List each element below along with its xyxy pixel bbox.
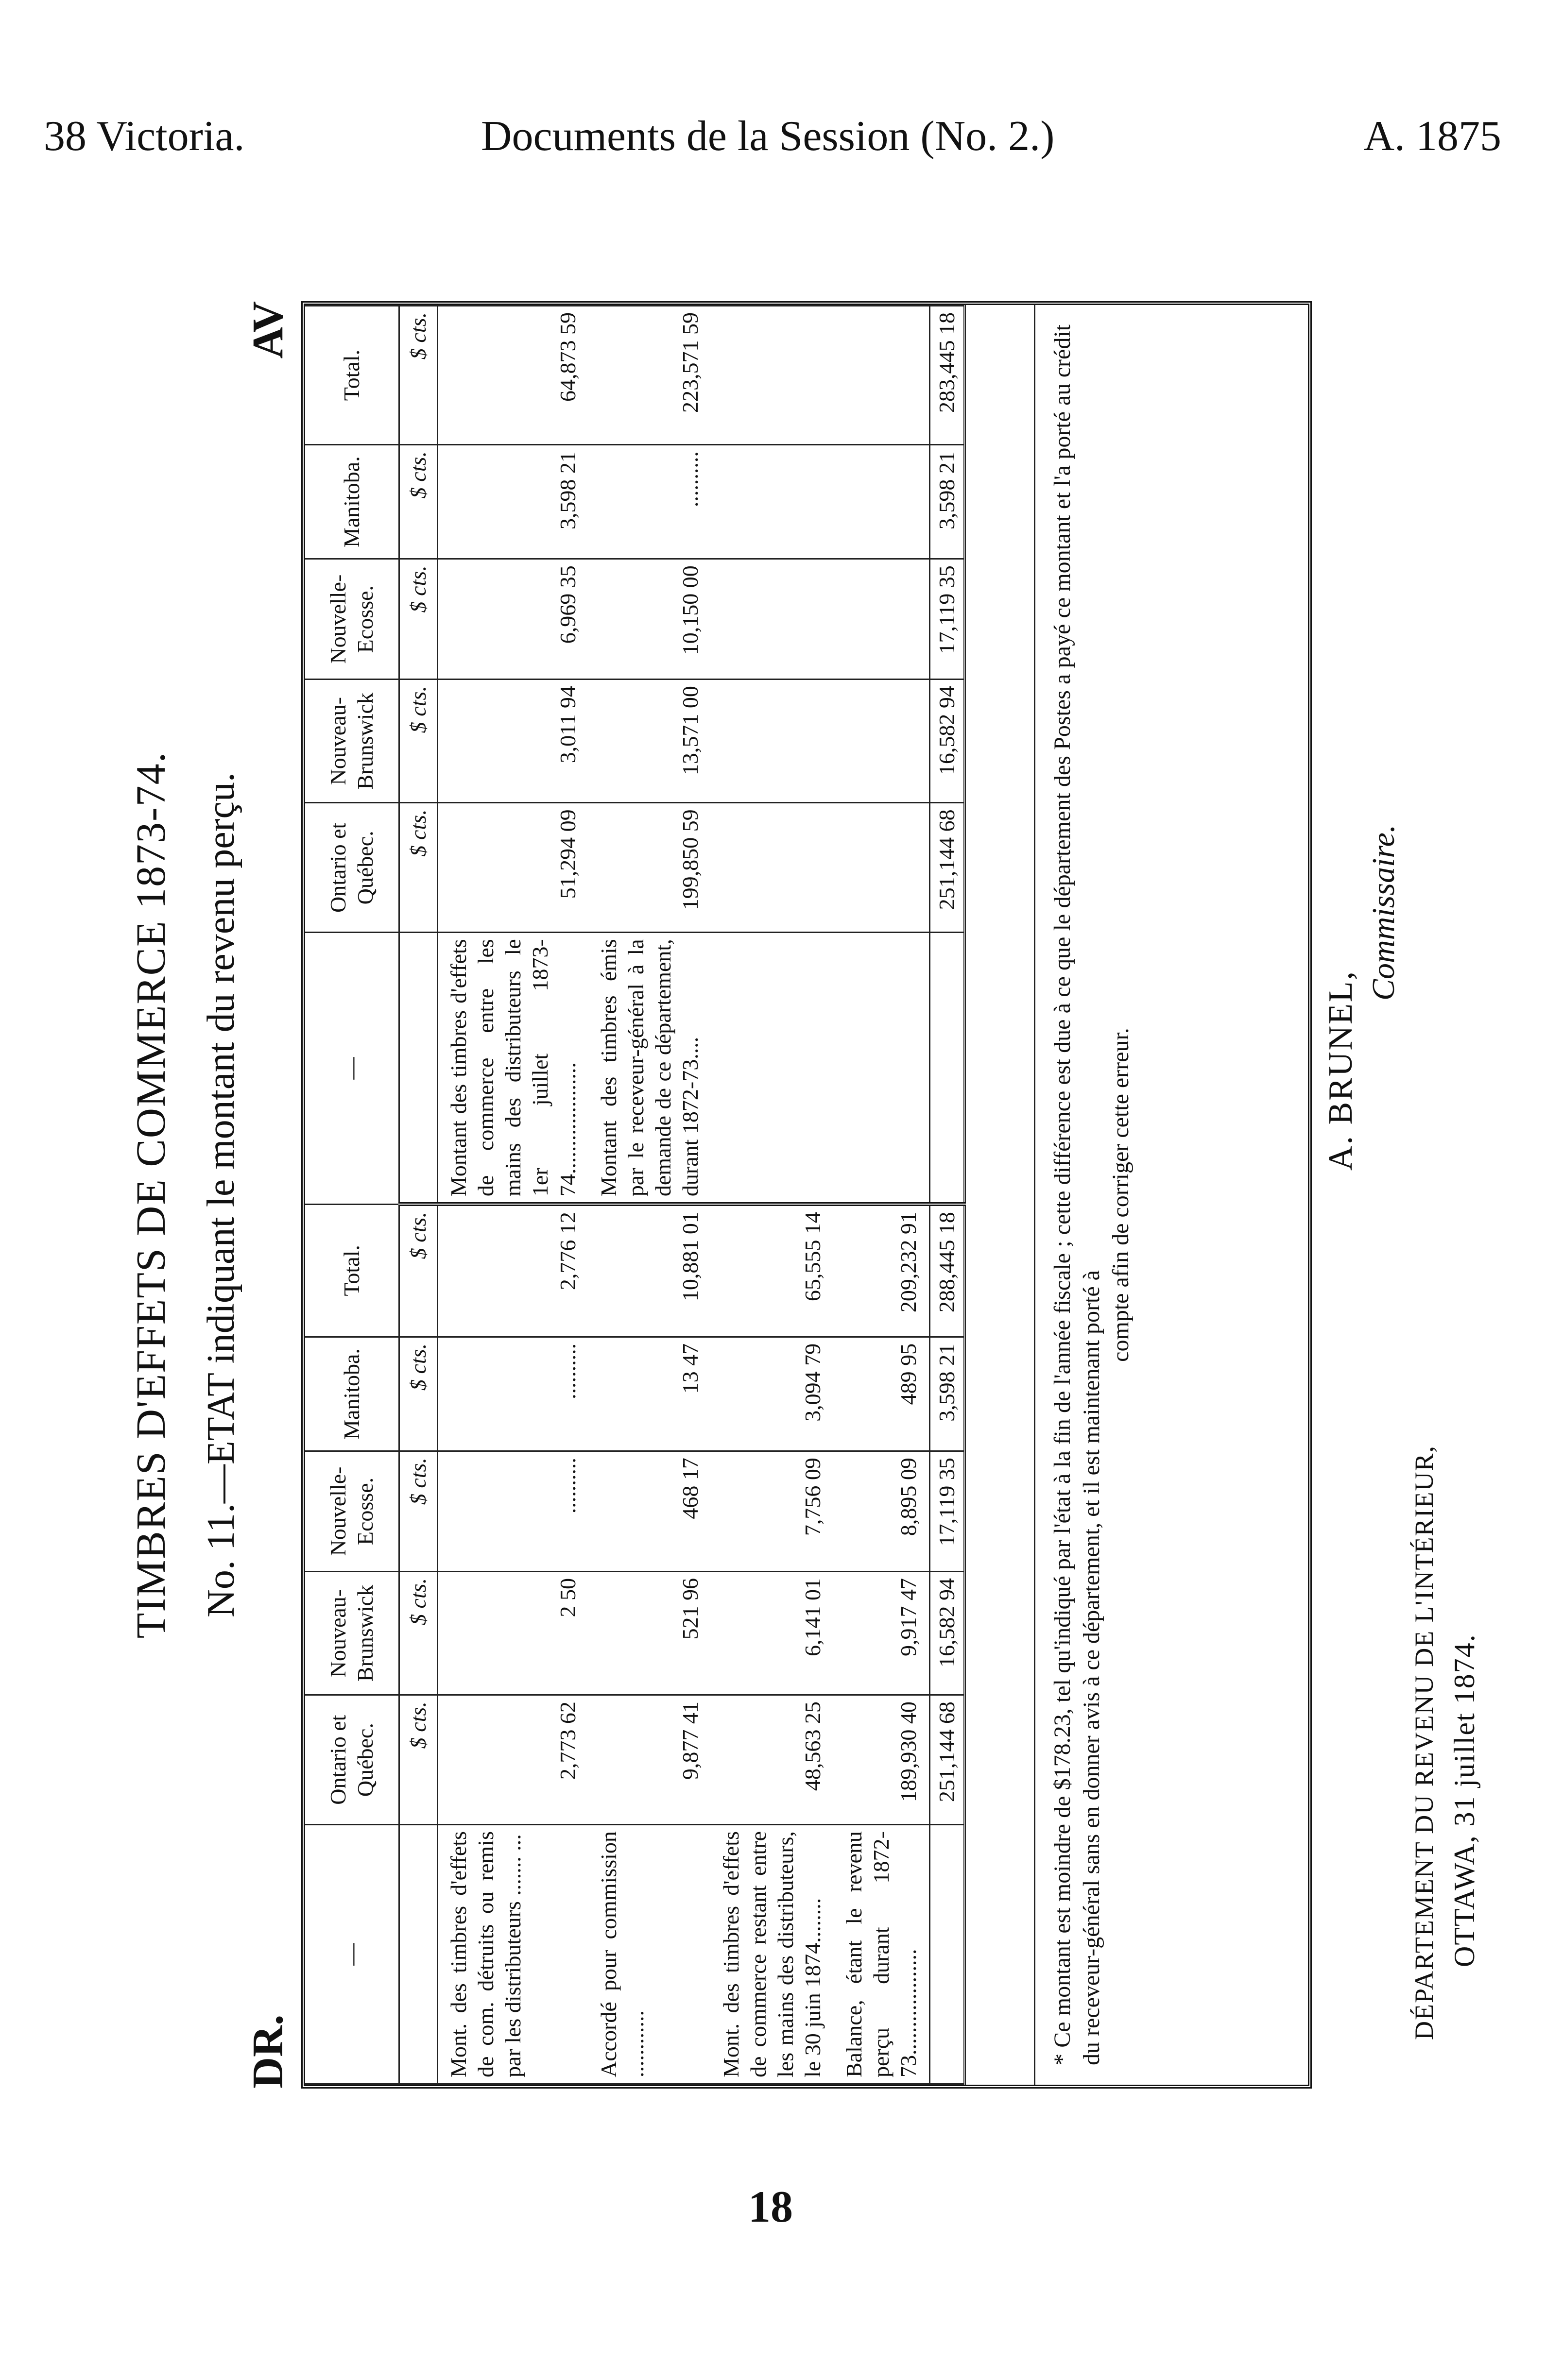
col-header-credit-desc: — (305, 933, 399, 1204)
signature-role: Commissaire. (1366, 824, 1401, 1001)
table-cell: 7,756 09 (711, 1451, 833, 1572)
table-cell: 3,011 94 (438, 680, 588, 803)
credit-row-label: Montant des timbres émis par le receveur-général à la demande de ce département, durant 1872-73.... (588, 933, 711, 1204)
unit-label: $ cts. (399, 1451, 438, 1572)
unit-label: $ cts. (399, 306, 438, 445)
debit-total-cell: 3,598 21 (929, 1337, 964, 1451)
col-header-credit-manitoba: Manitoba. (305, 445, 399, 559)
table-cell: 223,571 59 (588, 306, 711, 445)
table-row (711, 306, 833, 2084)
table-cell: 65,555 14 (711, 1204, 833, 1337)
debit-total-cell: 288,445 18 (929, 1204, 964, 1337)
debit-total-cell: 16,582 94 (929, 1571, 964, 1695)
table-cell: 6,141 01 (711, 1571, 833, 1695)
footnote-line: compte afin de corriger cette erreur. (1108, 1028, 1134, 1362)
table-cell: 51,294 09 (438, 803, 588, 933)
table-row (834, 306, 930, 2084)
unit-label: $ cts. (399, 680, 438, 803)
col-header-debit-ontario: Ontario et Québec. (305, 1695, 399, 1825)
units-row (399, 306, 438, 2084)
credit-total-cell: 251,144 68 (929, 803, 964, 933)
table-cell: 3,598 21 (438, 445, 588, 559)
credit-total-cell: 283,445 18 (929, 306, 964, 445)
header-year: A. 1875 (1363, 113, 1501, 160)
credit-label: AV (244, 301, 292, 359)
unit-label: $ cts. (399, 559, 438, 680)
table-cell: 489 95 (834, 1337, 930, 1451)
table-cell: 6,969 35 (438, 559, 588, 680)
debit-total-cell: 17,119 35 (929, 1451, 964, 1572)
table-cell: .......... (588, 445, 711, 559)
header-session: 38 Victoria. (44, 113, 245, 160)
table-cell: .......... (438, 1337, 588, 1451)
header-documents: Documents de la Session (No. 2.) (481, 113, 1055, 160)
col-header-credit-total: Total. (305, 306, 399, 445)
col-header-debit-nb: Nouveau-Brunswick (305, 1571, 399, 1695)
table-cell: 13,571 00 (588, 680, 711, 803)
col-header-debit-ns: Nouvelle-Ecosse. (305, 1451, 399, 1572)
debit-row-label: Accordé pour commission ............ (588, 1825, 711, 2084)
total-row (929, 306, 964, 2084)
unit-label: $ cts. (399, 1571, 438, 1695)
table-cell: 468 17 (588, 1451, 711, 1572)
running-header (44, 112, 1501, 170)
table-cell: 64,873 59 (438, 306, 588, 445)
table-cell: 2,776 12 (438, 1204, 588, 1337)
unit-label: $ cts. (399, 1695, 438, 1825)
revenue-table (305, 305, 966, 2085)
unit-label: $ cts. (399, 1337, 438, 1451)
footnote-line: * Ce montant est moindre de $178.23, tel qu'indiqué par l'état à la fin de l'année fiscale ; cette différence est due à ce que le département des Postes (1049, 690, 1075, 2065)
table-cell: 10,150 00 (588, 559, 711, 680)
table-cell: 521 96 (588, 1571, 711, 1695)
debit-row-label: Mont. des timbres d'effets de com. détruits ou remis par les distributeurs ....... ... (438, 1825, 588, 2084)
credit-total-cell: 17,119 35 (929, 559, 964, 680)
debit-total-cell: 251,144 68 (929, 1695, 964, 1825)
table-cell: 9,917 47 (834, 1571, 930, 1695)
unit-label: $ cts. (399, 445, 438, 559)
signature-name: A. BRUNEL, (1322, 969, 1359, 1171)
table-cell: 48,563 25 (711, 1695, 833, 1825)
header-row (305, 306, 399, 2084)
credit-row-label: Montant des timbres d'effets de commerce entre les mains des distributeurs le 1er juillet 1873-74.................... (438, 933, 588, 1204)
table-cell: 199,850 59 (588, 803, 711, 933)
table-cell: 189,930 40 (834, 1695, 930, 1825)
col-header-credit-ns: Nouvelle-Ecosse. (305, 559, 399, 680)
table-cell: 8,895 09 (834, 1451, 930, 1572)
credit-total-cell: 3,598 21 (929, 445, 964, 559)
unit-label: $ cts. (399, 803, 438, 933)
table-cell: 10,881 01 (588, 1204, 711, 1337)
table-cell: 13 47 (588, 1337, 711, 1451)
col-header-debit-manitoba: Manitoba. (305, 1337, 399, 1451)
statement-frame (301, 301, 1312, 2089)
department-place-date: OTTAWA, 31 juillet 1874. (1448, 1633, 1480, 1967)
debit-row-label: Balance, étant le revenu perçu durant 1872-73................... (834, 1825, 930, 2084)
table-cell: 9,877 41 (588, 1695, 711, 1825)
page-number: 18 (748, 2182, 793, 2231)
rotated-statement (97, 272, 1506, 2118)
department-name: DÉPARTEMENT DU REVENU DE L'INTÉRIEUR, (1409, 1445, 1439, 2040)
table-row (438, 306, 588, 2084)
table-cell: 2,773 62 (438, 1695, 588, 1825)
col-header-credit-nb: Nouveau-Brunswick (305, 680, 399, 803)
table-cell: .......... (438, 1451, 588, 1572)
table-row (588, 306, 711, 2084)
credit-total-cell: 16,582 94 (929, 680, 964, 803)
col-header-credit-ontario: Ontario et Québec. (305, 803, 399, 933)
statement-subtitle: No. 11.—ETAT indiquant le montant du revenu perçu. (200, 772, 242, 1617)
statement-title: TIMBRES D'EFFETS DE COMMERCE 1873-74. (127, 751, 174, 1639)
col-header-debit-total: Total. (305, 1204, 399, 1337)
footnote-line: a payé ce montant et l'a porté au crédit du receveur-général sans en donner avis à ce département, et il est maintenant porté à (1049, 324, 1104, 2065)
table-cell: 209,232 91 (834, 1204, 930, 1337)
debit-row-label: Mont. des timbres d'effets de commerce restant entre les mains des distributeurs, le 30 juin 1874........ (711, 1825, 833, 2084)
col-header-debit-desc: — (305, 1825, 399, 2084)
table-cell: 2 50 (438, 1571, 588, 1695)
debit-label: DR. (244, 2014, 292, 2089)
unit-label: $ cts. (399, 1204, 438, 1337)
footnote (1034, 305, 1135, 2085)
table-cell: 3,094 79 (711, 1337, 833, 1451)
